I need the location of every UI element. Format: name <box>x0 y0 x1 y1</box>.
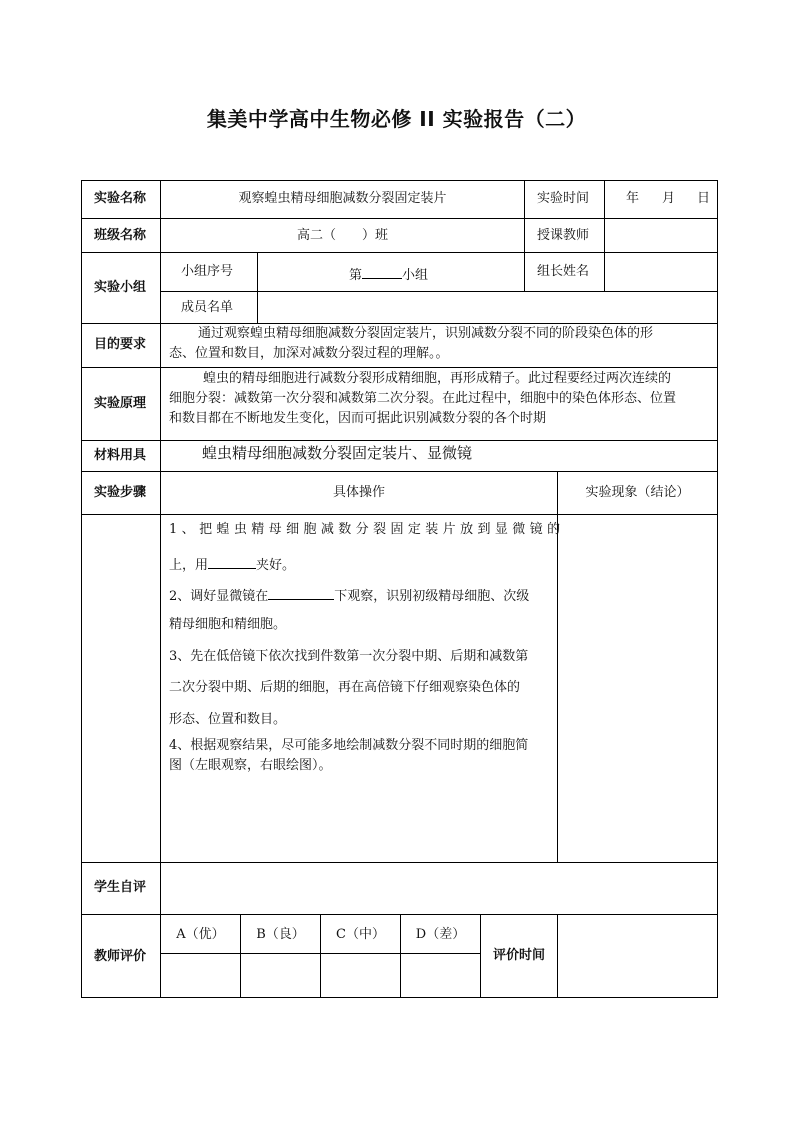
time-month: 月 <box>662 191 676 206</box>
table-border-left <box>81 180 82 998</box>
row-divider <box>81 367 718 368</box>
class-label: 班级名称 <box>94 228 147 243</box>
principle-line-1: 蝗虫的精母细胞进行减数分裂形成精细胞，再形成精子。此过程要经过两次连续的 <box>203 371 672 386</box>
page-title: 集美中学高中生物必修 II 实验报告（二） <box>206 107 587 131</box>
principle-line-2: 细胞分裂：减数第一次分裂和减数第二次分裂。在此过程中，细胞中的染色体形态、位置 <box>169 391 677 406</box>
members-label: 成员名单 <box>181 300 234 315</box>
class-value: 高二（ ）班 <box>296 228 388 243</box>
step-1-line-1: 1、把蝗虫精母细胞减数分裂固定装片放到显微镜的 <box>169 522 565 537</box>
experiment-name-value: 观察蝗虫精母细胞减数分裂固定装片 <box>238 191 447 206</box>
grade-d: D（差） <box>415 927 466 942</box>
experiment-name-label: 实验名称 <box>94 191 147 206</box>
step-2-line-1 <box>169 585 529 605</box>
table-border-top <box>81 180 718 181</box>
col-divider <box>557 914 558 998</box>
row-divider <box>81 218 718 219</box>
step-1-blank[interactable] <box>208 554 256 569</box>
teacher-eval-label: 教师评价 <box>94 949 147 964</box>
step-2-line-2: 精母细胞和精细胞。 <box>169 617 287 632</box>
grade-c: C（中） <box>336 927 385 942</box>
group-label: 实验小组 <box>94 280 147 295</box>
col-divider <box>524 180 525 292</box>
row-divider <box>161 291 718 292</box>
time-year: 年 <box>626 191 640 206</box>
operation-header: 具体操作 <box>332 485 385 500</box>
col-divider <box>604 180 605 292</box>
materials-label: 材料用具 <box>94 448 147 463</box>
purpose-label: 目的要求 <box>94 337 147 352</box>
group-number-field <box>349 264 428 284</box>
principle-label: 实验原理 <box>94 396 147 411</box>
row-divider <box>81 471 718 472</box>
step-1-line-2 <box>169 554 295 574</box>
grade-b: B（良） <box>256 927 305 942</box>
group-number-suffix: 小组 <box>402 268 429 283</box>
observation-header: 实验现象（结论） <box>585 485 690 500</box>
row-divider <box>81 862 718 863</box>
step-4-line-1: 4、根据观察结果，尽可能多地绘制减数分裂不同时期的细胞简 <box>169 738 529 753</box>
step-3-line-1: 3、先在低倍镜下依次找到件数第一次分裂中期、后期和减数第 <box>169 649 529 664</box>
experiment-time-label: 实验时间 <box>537 191 590 206</box>
materials-value: 蝗虫精母细胞减数分裂固定装片、显微镜 <box>202 444 473 462</box>
group-number-label: 小组序号 <box>181 264 234 279</box>
step-2-prefix: 2、调好显微镜在 <box>169 589 269 604</box>
step-1-suffix: 夹好。 <box>256 558 296 573</box>
teacher-label: 授课教师 <box>537 228 590 243</box>
purpose-line-1: 通过观察蝗虫精母细胞减数分裂固定装片，识别减数分裂不同的阶段染色体的形 <box>198 326 654 341</box>
purpose-line-2: 态、位置和数目，加深对减数分裂过程的理解。。 <box>169 346 449 361</box>
step-2-blank[interactable] <box>268 585 334 600</box>
col-divider <box>257 252 258 324</box>
col-divider <box>160 180 161 998</box>
row-divider <box>81 440 718 441</box>
row-divider <box>81 323 718 324</box>
leader-label: 组长姓名 <box>537 264 590 279</box>
step-3-line-3: 形态、位置和数目。 <box>169 712 287 727</box>
self-eval-label: 学生自评 <box>94 880 147 895</box>
row-divider <box>81 514 718 515</box>
steps-label: 实验步骤 <box>94 485 147 500</box>
eval-time-label: 评价时间 <box>492 948 545 963</box>
time-day: 日 <box>697 191 711 206</box>
group-number-prefix: 第 <box>349 268 363 283</box>
row-divider <box>81 252 718 253</box>
group-number-blank[interactable] <box>362 264 402 279</box>
principle-line-3: 和数目都在不断地发生变化，因而可据此识别减数分裂的各个时期 <box>169 411 547 426</box>
grade-a: A（优） <box>176 927 225 942</box>
step-4-line-2: 图（左眼观察，右眼绘图）。 <box>169 758 332 773</box>
step-1-prefix: 上，用 <box>169 558 209 573</box>
step-3-line-2: 二次分裂中期、后期的细胞，再在高倍镜下仔细观察染色体的 <box>169 680 521 695</box>
table-border-right <box>717 180 718 998</box>
step-2-suffix: 下观察，识别初级精母细胞、次级 <box>334 589 530 604</box>
